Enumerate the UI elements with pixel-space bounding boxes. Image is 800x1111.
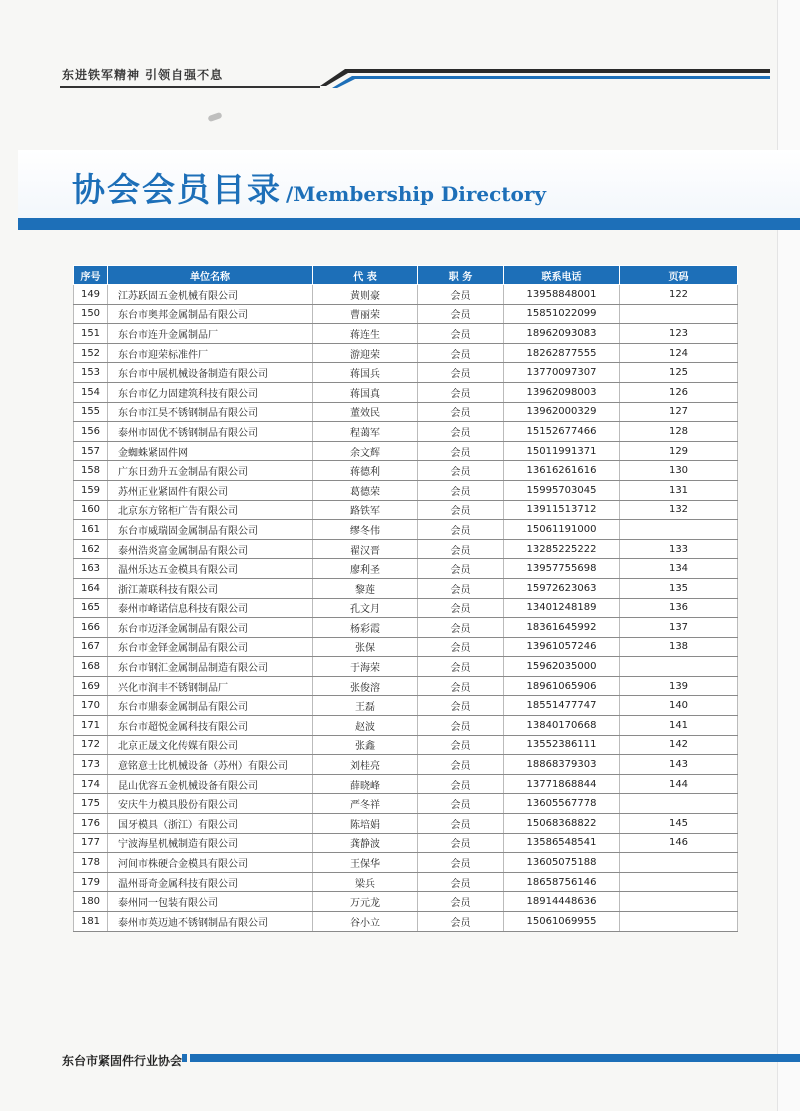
col-header-page: 页码 (620, 266, 738, 285)
cell-company: 金蜘蛛紧固件网 (108, 441, 313, 461)
cell-position: 会员 (418, 774, 504, 794)
cell-company: 东台市金铎金属制品有限公司 (108, 637, 313, 657)
footer-dash (182, 1054, 187, 1062)
cell-representative: 王保华 (313, 853, 418, 873)
cell-phone: 13616261616 (504, 461, 620, 481)
cell-number: 177 (74, 833, 108, 853)
cell-company: 泰州同一包装有限公司 (108, 892, 313, 912)
table-row (74, 637, 738, 657)
table-row (74, 657, 738, 677)
cell-number: 150 (74, 304, 108, 324)
cell-page: 127 (620, 402, 738, 422)
cell-representative: 杨彩霞 (313, 618, 418, 638)
table-row (74, 285, 738, 305)
table-row (74, 774, 738, 794)
cell-company: 泰州市峰诺信息科技有限公司 (108, 598, 313, 618)
cell-position: 会员 (418, 637, 504, 657)
cell-page (620, 892, 738, 912)
cell-number: 153 (74, 363, 108, 383)
cell-phone: 13962000329 (504, 402, 620, 422)
cell-position: 会员 (418, 892, 504, 912)
cell-phone: 13770097307 (504, 363, 620, 383)
title-banner-stripe (18, 218, 800, 230)
cell-phone: 18962093083 (504, 324, 620, 344)
cell-page: 122 (620, 285, 738, 305)
cell-page: 138 (620, 637, 738, 657)
cell-position: 会员 (418, 598, 504, 618)
cell-number: 179 (74, 872, 108, 892)
cell-representative: 陈培娟 (313, 814, 418, 834)
table-row (74, 755, 738, 775)
table-row (74, 559, 738, 579)
table-row (74, 853, 738, 873)
cell-number: 166 (74, 618, 108, 638)
cell-phone: 18868379303 (504, 755, 620, 775)
cell-number: 180 (74, 892, 108, 912)
cell-position: 会员 (418, 696, 504, 716)
cell-number: 151 (74, 324, 108, 344)
header-decoration (300, 64, 770, 94)
cell-position: 会员 (418, 735, 504, 755)
cell-number: 160 (74, 500, 108, 520)
cell-position: 会员 (418, 872, 504, 892)
cell-page: 141 (620, 716, 738, 736)
cell-page: 137 (620, 618, 738, 638)
table-row (74, 382, 738, 402)
cell-company: 东台市迈泽金属制品有限公司 (108, 618, 313, 638)
cell-company: 东台市奥邦金属制品有限公司 (108, 304, 313, 324)
cell-number: 156 (74, 422, 108, 442)
cell-position: 会员 (418, 382, 504, 402)
cell-number: 162 (74, 539, 108, 559)
cell-representative: 蒋连生 (313, 324, 418, 344)
cell-phone: 18658756146 (504, 872, 620, 892)
cell-number: 176 (74, 814, 108, 834)
cell-number: 168 (74, 657, 108, 677)
cell-page: 145 (620, 814, 738, 834)
col-header-position: 职 务 (418, 266, 504, 285)
table-row (74, 598, 738, 618)
cell-position: 会员 (418, 304, 504, 324)
cell-representative: 赵波 (313, 716, 418, 736)
cell-representative: 程蔼军 (313, 422, 418, 442)
table-header-row (74, 266, 738, 285)
cell-position: 会员 (418, 539, 504, 559)
cell-phone: 13957755698 (504, 559, 620, 579)
cell-position: 会员 (418, 520, 504, 540)
cell-number: 178 (74, 853, 108, 873)
page-title-en: /Membership Directory (286, 182, 547, 206)
cell-representative: 蒋国真 (313, 382, 418, 402)
cell-number: 159 (74, 480, 108, 500)
table-row (74, 814, 738, 834)
cell-representative: 游迎荣 (313, 343, 418, 363)
table-row (74, 324, 738, 344)
cell-page (620, 657, 738, 677)
cell-position: 会员 (418, 794, 504, 814)
col-header-name: 单位名称 (108, 266, 313, 285)
cell-representative: 梁兵 (313, 872, 418, 892)
cell-company: 泰州市固优不锈钢制品有限公司 (108, 422, 313, 442)
cell-company: 河间市株硬合金模具有限公司 (108, 853, 313, 873)
table-row (74, 441, 738, 461)
table-row (74, 912, 738, 932)
cell-position: 会员 (418, 716, 504, 736)
cell-position: 会员 (418, 480, 504, 500)
cell-phone: 13958848001 (504, 285, 620, 305)
cell-company: 东台市中展机械设备制造有限公司 (108, 363, 313, 383)
header-slogan: 东进铁军精神 引领自强不息 (62, 68, 224, 82)
cell-representative: 黎莲 (313, 578, 418, 598)
cell-representative: 黄则豪 (313, 285, 418, 305)
cell-company: 泰州浩炎富金属制品有限公司 (108, 539, 313, 559)
cell-page: 142 (620, 735, 738, 755)
cell-position: 会员 (418, 461, 504, 481)
cell-representative: 龚静波 (313, 833, 418, 853)
cell-company: 江苏跃固五金机械有限公司 (108, 285, 313, 305)
table-row (74, 716, 738, 736)
cell-company: 安庆牛力模具股份有限公司 (108, 794, 313, 814)
table-row (74, 480, 738, 500)
cell-position: 会员 (418, 559, 504, 579)
cell-representative: 曹丽荣 (313, 304, 418, 324)
table-row (74, 304, 738, 324)
cell-position: 会员 (418, 343, 504, 363)
cell-representative: 刘桂亮 (313, 755, 418, 775)
cell-phone: 13401248189 (504, 598, 620, 618)
page-title-zh: 协会会员目录 (72, 170, 282, 209)
cell-page: 131 (620, 480, 738, 500)
cell-representative: 廖利圣 (313, 559, 418, 579)
cell-phone: 18262877555 (504, 343, 620, 363)
table-row (74, 422, 738, 442)
cell-representative: 于海荣 (313, 657, 418, 677)
cell-page: 128 (620, 422, 738, 442)
cell-representative: 张保 (313, 637, 418, 657)
cell-page: 130 (620, 461, 738, 481)
cell-phone: 15851022099 (504, 304, 620, 324)
cell-number: 163 (74, 559, 108, 579)
cell-page: 124 (620, 343, 738, 363)
cell-number: 172 (74, 735, 108, 755)
table-body (74, 285, 738, 932)
cell-company: 北京东方铭柜广告有限公司 (108, 500, 313, 520)
cell-representative: 孔文月 (313, 598, 418, 618)
cell-number: 174 (74, 774, 108, 794)
table-row (74, 735, 738, 755)
cell-company: 东台市超悦金属科技有限公司 (108, 716, 313, 736)
table-row (74, 402, 738, 422)
cell-phone: 15061191000 (504, 520, 620, 540)
cell-number: 173 (74, 755, 108, 775)
cell-company: 苏州正业紧固件有限公司 (108, 480, 313, 500)
cell-page (620, 912, 738, 932)
cell-page: 132 (620, 500, 738, 520)
cell-number: 165 (74, 598, 108, 618)
cell-number: 169 (74, 676, 108, 696)
cell-phone: 13285225222 (504, 539, 620, 559)
cell-phone: 18914448636 (504, 892, 620, 912)
cell-company: 东台市江昊不锈钢制品有限公司 (108, 402, 313, 422)
cell-number: 167 (74, 637, 108, 657)
cell-company: 国牙模具（浙江）有限公司 (108, 814, 313, 834)
table-row (74, 676, 738, 696)
cell-number: 152 (74, 343, 108, 363)
cell-company: 泰州市英迈迪不锈钢制品有限公司 (108, 912, 313, 932)
cell-page: 139 (620, 676, 738, 696)
cell-number: 164 (74, 578, 108, 598)
cell-phone: 15962035000 (504, 657, 620, 677)
cell-page: 123 (620, 324, 738, 344)
cell-position: 会员 (418, 657, 504, 677)
table-row (74, 343, 738, 363)
page-title (72, 164, 546, 211)
cell-phone: 13840170668 (504, 716, 620, 736)
footer-bar (190, 1054, 800, 1062)
table-row (74, 892, 738, 912)
print-smudge (207, 112, 222, 122)
cell-company: 宁波海星机械制造有限公司 (108, 833, 313, 853)
cell-number: 158 (74, 461, 108, 481)
cell-page: 135 (620, 578, 738, 598)
cell-phone: 13771868844 (504, 774, 620, 794)
cell-phone: 15068368822 (504, 814, 620, 834)
cell-page: 134 (620, 559, 738, 579)
cell-phone: 15061069955 (504, 912, 620, 932)
table-row (74, 794, 738, 814)
cell-position: 会员 (418, 618, 504, 638)
cell-number: 170 (74, 696, 108, 716)
cell-position: 会员 (418, 578, 504, 598)
cell-page: 133 (620, 539, 738, 559)
cell-phone: 13961057246 (504, 637, 620, 657)
cell-company: 意铭意士比机械设备（苏州）有限公司 (108, 755, 313, 775)
table-row (74, 363, 738, 383)
membership-table (73, 265, 738, 932)
cell-representative: 王磊 (313, 696, 418, 716)
cell-position: 会员 (418, 853, 504, 873)
cell-representative: 谷小立 (313, 912, 418, 932)
cell-page (620, 872, 738, 892)
cell-page (620, 853, 738, 873)
cell-phone: 13586548541 (504, 833, 620, 853)
cell-position: 会员 (418, 833, 504, 853)
cell-page (620, 304, 738, 324)
cell-representative: 翟汉晋 (313, 539, 418, 559)
cell-page: 140 (620, 696, 738, 716)
cell-company: 浙江萧联科技有限公司 (108, 578, 313, 598)
cell-number: 155 (74, 402, 108, 422)
table-row (74, 696, 738, 716)
cell-phone: 18551477747 (504, 696, 620, 716)
col-header-phone: 联系电话 (504, 266, 620, 285)
cell-position: 会员 (418, 912, 504, 932)
cell-phone: 15011991371 (504, 441, 620, 461)
cell-company: 温州哥奇金属科技有限公司 (108, 872, 313, 892)
cell-representative: 张俊溶 (313, 676, 418, 696)
cell-company: 北京正晟文化传媒有限公司 (108, 735, 313, 755)
cell-page (620, 520, 738, 540)
cell-number: 149 (74, 285, 108, 305)
table-row (74, 578, 738, 598)
cell-company: 东台市亿力固建筑科技有限公司 (108, 382, 313, 402)
cell-phone: 15152677466 (504, 422, 620, 442)
table-row (74, 500, 738, 520)
cell-phone: 15995703045 (504, 480, 620, 500)
table-row (74, 833, 738, 853)
cell-representative: 蒋德利 (313, 461, 418, 481)
cell-page: 146 (620, 833, 738, 853)
table-row (74, 618, 738, 638)
cell-phone: 13911513712 (504, 500, 620, 520)
cell-company: 东台市钢汇金属制品制造有限公司 (108, 657, 313, 677)
cell-position: 会员 (418, 441, 504, 461)
cell-representative: 缪冬伟 (313, 520, 418, 540)
cell-position: 会员 (418, 755, 504, 775)
cell-phone: 13605075188 (504, 853, 620, 873)
cell-position: 会员 (418, 500, 504, 520)
cell-phone: 18361645992 (504, 618, 620, 638)
cell-company: 广东日劲升五金制品有限公司 (108, 461, 313, 481)
cell-page: 126 (620, 382, 738, 402)
cell-company: 兴化市润丰不锈钢制品厂 (108, 676, 313, 696)
cell-company: 东台市连升金属制品厂 (108, 324, 313, 344)
cell-number: 175 (74, 794, 108, 814)
cell-page (620, 794, 738, 814)
cell-number: 171 (74, 716, 108, 736)
cell-company: 昆山优容五金机械设备有限公司 (108, 774, 313, 794)
table-row (74, 461, 738, 481)
cell-representative: 严冬祥 (313, 794, 418, 814)
cell-position: 会员 (418, 285, 504, 305)
cell-number: 161 (74, 520, 108, 540)
cell-phone: 13962098003 (504, 382, 620, 402)
col-header-rep: 代 表 (313, 266, 418, 285)
cell-page: 136 (620, 598, 738, 618)
cell-page: 125 (620, 363, 738, 383)
cell-position: 会员 (418, 814, 504, 834)
footer-org: 东台市紧固件行业协会 (62, 1054, 183, 1068)
cell-position: 会员 (418, 676, 504, 696)
cell-representative: 薛晓峰 (313, 774, 418, 794)
cell-number: 154 (74, 382, 108, 402)
cell-page: 129 (620, 441, 738, 461)
cell-page: 144 (620, 774, 738, 794)
table-row (74, 872, 738, 892)
table-row (74, 539, 738, 559)
cell-position: 会员 (418, 422, 504, 442)
cell-phone: 13552386111 (504, 735, 620, 755)
table-row (74, 520, 738, 540)
cell-representative: 万元龙 (313, 892, 418, 912)
cell-representative: 董效民 (313, 402, 418, 422)
cell-company: 东台市迎荣标准件厂 (108, 343, 313, 363)
cell-company: 东台市威瑞固金属制品有限公司 (108, 520, 313, 540)
cell-phone: 18961065906 (504, 676, 620, 696)
cell-representative: 余文辉 (313, 441, 418, 461)
cell-representative: 张鑫 (313, 735, 418, 755)
col-header-no: 序号 (74, 266, 108, 285)
cell-number: 157 (74, 441, 108, 461)
cell-representative: 路铁军 (313, 500, 418, 520)
cell-representative: 葛德荣 (313, 480, 418, 500)
cell-number: 181 (74, 912, 108, 932)
cell-phone: 15972623063 (504, 578, 620, 598)
header-rule (60, 86, 320, 88)
cell-phone: 13605567778 (504, 794, 620, 814)
cell-company: 温州乐达五金模具有限公司 (108, 559, 313, 579)
cell-company: 东台市鼎泰金属制品有限公司 (108, 696, 313, 716)
cell-page: 143 (620, 755, 738, 775)
cell-position: 会员 (418, 363, 504, 383)
cell-position: 会员 (418, 324, 504, 344)
cell-representative: 蒋国兵 (313, 363, 418, 383)
cell-position: 会员 (418, 402, 504, 422)
